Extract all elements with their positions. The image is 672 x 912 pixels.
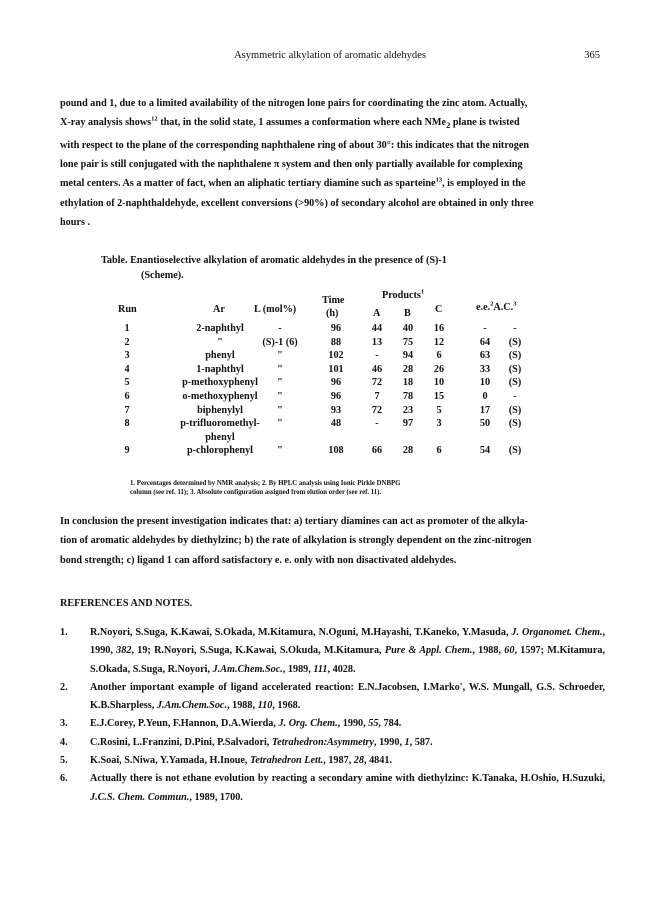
cell-time: 102 <box>328 350 344 362</box>
reference-number: 1. <box>60 627 68 638</box>
table-row <box>100 337 570 351</box>
references-heading: REFERENCES AND NOTES. <box>60 598 193 609</box>
cell-b: 23 <box>402 404 414 416</box>
cell-l: " <box>277 350 283 362</box>
cell-b: 78 <box>402 391 414 402</box>
cell-ee: 0 <box>482 391 488 402</box>
cell-run: 5 <box>124 377 130 389</box>
cell-l: " <box>277 391 283 402</box>
cell-a: 7 <box>374 391 380 402</box>
cell-l: " <box>277 363 283 375</box>
cell-ar: biphenylyl <box>197 404 243 416</box>
cell-ar: phenyl <box>205 350 235 362</box>
paragraph-line: In conclusion the present investigation indicates that: a) tertiary diamines can act as promoter of the alkyla- <box>60 516 529 527</box>
cell-run: 4 <box>124 363 130 375</box>
cell-run: 2 <box>124 336 130 348</box>
reference-item: 5. K.Soai, S.Niwa, Y.Yamada, H.Inoue, Tetrahedron Lett., 1987, 28, 4841. <box>60 752 605 770</box>
cell-l: " <box>277 445 283 457</box>
paragraph-line: lone pair is still conjugated with the naphthalene π system and then only partially available for complexing <box>60 158 523 170</box>
cell-ar: 2-naphthyl <box>196 323 244 334</box>
header-products: Products$^1$ <box>382 288 425 301</box>
cell-time: 88 <box>330 336 342 348</box>
reference-list <box>60 624 605 807</box>
cell-run: 8 <box>124 418 130 430</box>
cell-ee: - <box>483 323 487 334</box>
cell-ar: p-trifluoromethyl- <box>180 418 260 430</box>
cell-a: 46 <box>371 363 383 375</box>
cell-b: 40 <box>402 323 414 334</box>
cell-a: 13 <box>371 336 383 348</box>
cell-ee: 54 <box>479 445 491 457</box>
cell-b: 97 <box>402 418 414 430</box>
header-time: Time <box>322 295 345 306</box>
cell-b: 94 <box>402 350 414 362</box>
cell-ee: 64 <box>479 336 491 348</box>
paragraph-line: that, in the solid state, 1 assumes a conformation where each NMe <box>157 117 447 129</box>
table-row <box>100 364 570 378</box>
footnote-line: column (see ref. 11); 3. Absolute configuration assigned from elution order (see ref. 11). <box>130 489 382 496</box>
cell-time: 101 <box>328 363 344 375</box>
cell-ar: p-chlorophenyl <box>186 445 254 457</box>
cell-time: 96 <box>330 377 342 389</box>
paragraph-line: hours . <box>60 216 91 228</box>
reference-item: 1. R.Noyori, S.Suga, K.Kawai, S.Okada, M.Kitamura, N.Oguni, M.Hayashi, T.Kaneko, Y.Masuda, J. Organomet. Chem., 1990, 382, 19; R.Noyori, S.Suga, K.Kawai, S.Okuda, M.Kitamura, Pure & Appl. Chem., 1988, 60, 1597; M.Kitamura, S.Okada, S.Suga, R.Noyori, J.Am.Chem.Soc., 1989, 111, 4028. <box>60 624 605 679</box>
paragraph-line: X-ray analysis shows <box>60 117 152 129</box>
paragraph-line: metal centers. As a matter of fact, when an aliphatic tertiary diamine such as sparteine <box>60 178 436 190</box>
running-title: Asymmetric alkylation of aromatic aldehydes <box>234 50 426 61</box>
reference-number: 5. <box>60 755 68 767</box>
table-row <box>100 391 570 405</box>
cell-ac: (S) <box>508 418 522 430</box>
paragraph-line: bond strength; c) ligand 1 can afford satisfactory e. e. only with non disactivated aldehydes. <box>60 554 457 566</box>
reference-number: 6. <box>60 773 68 785</box>
cell-ac: (S) <box>508 377 522 389</box>
cell-b: 75 <box>402 336 414 348</box>
cell-ee: 63 <box>479 350 491 362</box>
cell-ar: o-methoxyphenyl <box>182 391 258 402</box>
cell-ac: (S) <box>508 350 522 362</box>
cell-a: - <box>375 418 379 430</box>
caption-line: Table. Enantioselective alkylation of aromatic aldehydes in the presence of (S)-1 <box>101 255 447 266</box>
cell-l: (S)-1 (6) <box>262 336 298 348</box>
reference-item: 4. C.Rosini, L.Franzini, D.Pini, P.Salvadori, Tetrahedron:Asymmetry, 1990, 1, 587. <box>60 734 605 752</box>
cell-l: " <box>277 418 283 430</box>
paragraph-line: pound and 1, due to a limited availability of the nitrogen lone pairs for coordinating the zinc atom. Actually, <box>60 98 528 109</box>
cell-a: - <box>375 350 379 362</box>
cell-ar-continued: phenyl <box>205 431 235 443</box>
cell-run: 1 <box>124 323 130 334</box>
cell-l: - <box>278 323 282 334</box>
cell-c: 16 <box>433 323 445 334</box>
citation-superscript: 13 <box>435 176 443 184</box>
header-ar: Ar <box>213 304 225 315</box>
reference-number: 2. <box>60 681 68 693</box>
cell-ac: (S) <box>508 445 522 457</box>
header-b: B <box>404 308 411 319</box>
cell-l: " <box>277 377 283 389</box>
cell-a: 72 <box>371 377 383 389</box>
header-a: A <box>373 308 381 319</box>
cell-c: 26 <box>433 363 445 375</box>
cell-ar: 1-naphthyl <box>196 363 244 375</box>
cell-c: 6 <box>436 350 442 362</box>
cell-l: " <box>277 404 283 416</box>
cell-c: 15 <box>433 391 445 402</box>
header-ligand: L (mol%) <box>254 304 297 315</box>
table-row <box>100 418 570 443</box>
cell-a: 44 <box>371 323 383 334</box>
body-paragraph-1 <box>60 94 600 232</box>
header-run: Run <box>118 304 137 315</box>
cell-time: 96 <box>330 323 342 334</box>
reference-number: 4. <box>60 736 68 748</box>
paragraph-line: with respect to the plane of the corresponding naphthalene ring of about 30°: this indicates that the nitrogen <box>60 139 530 151</box>
cell-run: 9 <box>124 445 130 457</box>
page-number: 365 <box>584 50 600 61</box>
cell-time: 48 <box>330 418 342 430</box>
cell-ac: - <box>513 391 517 402</box>
cell-c: 3 <box>436 418 442 430</box>
paragraph-line: , is employed in the <box>442 178 526 190</box>
running-head <box>60 50 600 64</box>
cell-b: 28 <box>402 445 414 457</box>
cell-ac: (S) <box>508 404 522 416</box>
cell-ee: 10 <box>479 377 491 389</box>
table-row <box>100 405 570 419</box>
cell-c: 12 <box>433 336 445 348</box>
cell-ac: - <box>513 323 517 334</box>
cell-run: 3 <box>124 350 130 362</box>
table-caption <box>101 253 561 283</box>
cell-ar: " <box>217 336 223 348</box>
reference-item: 2. Another important example of ligand accelerated reaction: E.N.Jacobsen, I.Marko', W.S. Mungall, G.S. Schroeder, K.B.Sharpless, J.Am.Chem.Soc., 1988, 110, 1968. <box>60 679 605 716</box>
paragraph-line: ethylation of 2-naphthaldehyde, excellent conversions (>90%) of secondary alcohol are obtained in only three <box>60 197 534 209</box>
cell-a: 72 <box>371 404 383 416</box>
header-ee-ac: e.e.$^2$A.C.$^3$ <box>476 300 517 313</box>
cell-ee: 33 <box>479 363 491 375</box>
cell-c: 5 <box>436 404 442 416</box>
cell-ee: 50 <box>479 418 491 430</box>
cell-run: 7 <box>124 404 130 416</box>
cell-ar: p-methoxyphenyl <box>182 377 258 389</box>
cell-time: 108 <box>328 445 344 457</box>
reference-item: 3. E.J.Corey, P.Yeun, F.Hannon, D.A.Wierda, J. Org. Chem., 1990, 55, 784. <box>60 715 605 733</box>
footnote-line: 1. Percentages determined by NMR analysis; 2. By HPLC analysis using Ionic Pirkle DNBPG <box>130 480 401 487</box>
citation-superscript: 12 <box>151 115 158 123</box>
cell-run: 6 <box>124 391 130 402</box>
subscript: 2 <box>446 120 451 131</box>
cell-ac: (S) <box>508 336 522 348</box>
header-time-unit: (h) <box>326 308 339 319</box>
table-footnote <box>130 479 550 497</box>
cell-time: 93 <box>330 404 342 416</box>
cell-c: 6 <box>436 445 442 457</box>
cell-ac: (S) <box>508 363 522 375</box>
cell-a: 66 <box>371 445 383 457</box>
table-row <box>100 377 570 391</box>
table-row <box>100 350 570 364</box>
cell-time: 96 <box>330 391 342 402</box>
cell-ee: 17 <box>479 404 491 416</box>
body-paragraph-2 <box>60 512 600 570</box>
header-c: C <box>435 304 443 315</box>
table-row <box>100 445 570 459</box>
cell-b: 28 <box>402 363 414 375</box>
paragraph-line: plane is twisted <box>450 117 520 129</box>
cell-b: 18 <box>402 377 414 389</box>
table-row <box>100 323 570 337</box>
caption-line: (Scheme). <box>141 270 184 281</box>
reference-number: 3. <box>60 718 68 730</box>
paragraph-line: tion of aromatic aldehydes by diethylzinc; b) the rate of alkylation is strongly dependent on the zinc-nitrogen <box>60 535 532 547</box>
reference-item: 6. Actually there is not ethane evolution by reacting a secondary amine with diethylzinc: K.Tanaka, H.Oshio, H.Suzuki, J.C.S. Chem. Commun., 1989, 1700. <box>60 770 605 807</box>
cell-c: 10 <box>433 377 445 389</box>
